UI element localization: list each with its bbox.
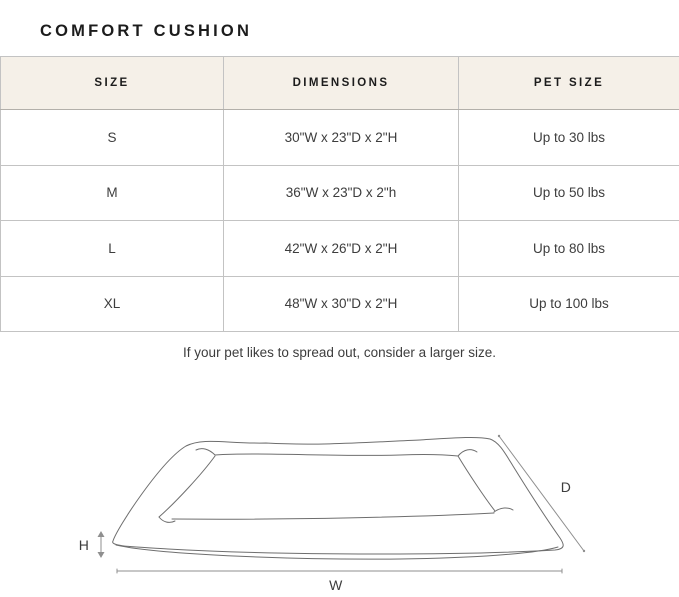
cell-dimensions: 36"W x 23"D x 2"h — [224, 165, 459, 221]
cushion-sketch — [0, 400, 679, 597]
cell-pet_size: Up to 80 lbs — [459, 221, 679, 277]
cell-pet_size: Up to 30 lbs — [459, 110, 679, 166]
cushion-diagram — [0, 400, 679, 597]
table-header-row — [1, 57, 679, 110]
cell-size: L — [1, 221, 224, 277]
table-header — [1, 57, 679, 110]
corner-fold-bottom-left — [159, 517, 175, 522]
cell-dimensions: 30"W x 23"D x 2"H — [224, 110, 459, 166]
cell-dimensions: 42"W x 26"D x 2"H — [224, 221, 459, 277]
depth-dimension-label: D — [560, 479, 572, 495]
column-header-pet_size: PET SIZE — [459, 57, 679, 110]
cushion-bottom-seam — [116, 545, 558, 559]
column-header-dimensions: DIMENSIONS — [224, 57, 459, 110]
cushion-inner-bottom-edge — [172, 513, 494, 519]
cushion-inner-right-edge — [458, 456, 495, 511]
corner-fold-bottom-right — [494, 508, 513, 512]
cell-dimensions: 48"W x 30"D x 2"H — [224, 276, 459, 332]
cell-size: S — [107, 129, 117, 145]
cushion-inner-top-edge — [215, 454, 458, 456]
table-row — [1, 276, 679, 332]
sizing-note: If your pet likes to spread out, consider a larger size. — [183, 345, 496, 360]
height-arrow-down — [98, 552, 105, 558]
corner-fold-top-right — [458, 450, 477, 456]
table-row — [1, 165, 679, 221]
cell-size: M — [1, 165, 224, 221]
cushion-inner-left-edge — [159, 456, 215, 517]
corner-fold-top-left — [196, 449, 215, 455]
cell-pet_size: Up to 50 lbs — [459, 165, 679, 221]
table-row — [1, 110, 679, 166]
height-dimension-label: H — [78, 537, 90, 553]
column-header-size: SIZE — [1, 57, 224, 110]
size-chart-table — [0, 56, 679, 332]
page-title: COMFORT CUSHION — [40, 22, 253, 40]
table-body — [1, 110, 679, 332]
cell-size: XL — [1, 276, 224, 332]
height-arrow-up — [98, 531, 105, 537]
width-dimension-label: W — [329, 577, 343, 593]
depth-tick-bottom — [583, 550, 585, 552]
cell-pet_size: Up to 100 lbs — [459, 276, 679, 332]
depth-tick-top — [498, 435, 500, 437]
table-row — [1, 221, 679, 277]
